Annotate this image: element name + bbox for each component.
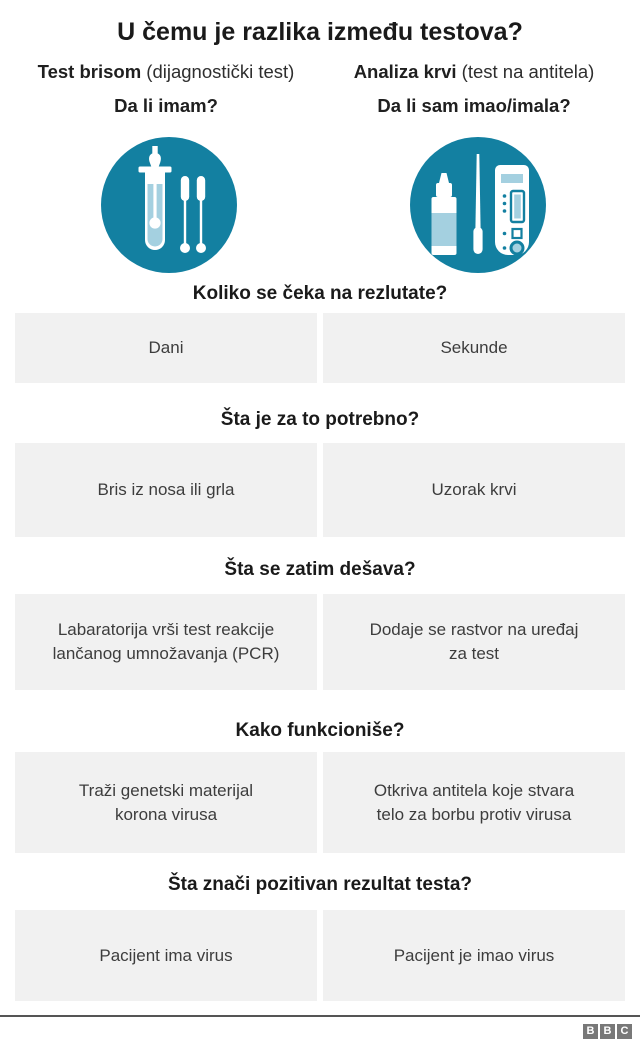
right-column-question: Da li sam imao/imala? xyxy=(377,95,571,116)
footer-divider xyxy=(0,1015,640,1017)
answer-text: Labaratorija vrši test reakcije lančanog umnožavanja (PCR) xyxy=(52,620,280,663)
answer-box-left xyxy=(15,443,317,537)
answer-box-left xyxy=(15,313,317,383)
answer-box-right xyxy=(323,443,625,537)
left-test-name: Test brisom xyxy=(37,61,142,82)
answer-text: Uzorak krvi xyxy=(431,480,517,499)
left-column-label xyxy=(15,61,317,83)
answer-box-left xyxy=(15,594,317,690)
section-row-results-wait xyxy=(0,313,640,383)
answer-box-right xyxy=(323,910,625,1001)
section-row-how-works xyxy=(0,752,640,853)
bbc-logo xyxy=(583,1024,632,1039)
left-test-type: (dijagnostički test) xyxy=(146,61,295,82)
right-test-type: (test na antitela) xyxy=(461,61,595,82)
answer-text: Pacijent je imao virus xyxy=(393,945,555,965)
section-heading-what-needed: Šta je za to potrebno? xyxy=(220,409,420,430)
answer-text: Traži genetski materijal korona virusa xyxy=(78,780,254,824)
left-column-question: Da li imam? xyxy=(114,95,218,116)
answer-text: Otkriva antitela koje stvara telo za borbu protiv virusa xyxy=(373,780,575,824)
test-cassette xyxy=(495,165,529,255)
answer-box-right xyxy=(323,752,625,853)
section-row-what-needed xyxy=(0,443,640,537)
right-test-name: Analiza krvi xyxy=(353,61,457,82)
answer-box-right xyxy=(323,594,625,690)
section-heading-results-wait: Koliko se čeka na rezlutate? xyxy=(192,283,448,304)
answer-box-right xyxy=(323,313,625,383)
bbc-logo-block: C xyxy=(617,1024,632,1039)
antibody-test-illustration xyxy=(410,137,546,273)
swab-test-illustration xyxy=(101,137,237,273)
answer-text: Dodaje se rastvor na uređaj za test xyxy=(369,620,579,663)
answer-box-left xyxy=(15,752,317,853)
section-row-what-happens xyxy=(0,594,640,690)
antibody-test-icon xyxy=(410,137,546,273)
right-column-label xyxy=(323,61,625,83)
section-heading-what-happens: Šta se zatim dešava? xyxy=(224,559,416,580)
section-row-positive-result xyxy=(0,910,640,1001)
section-heading-positive-result: Šta znači pozitivan rezultat testa? xyxy=(167,874,473,895)
page-title: U čemu je razlika između testova? xyxy=(117,18,523,46)
answer-text: Pacijent ima virus xyxy=(99,945,233,965)
answer-text: Dani xyxy=(148,338,184,357)
answer-box-left xyxy=(15,910,317,1001)
bbc-logo-block: B xyxy=(600,1024,615,1039)
answer-text: Bris iz nosa ili grla xyxy=(97,480,235,499)
section-heading-how-works: Kako funkcioniše? xyxy=(235,720,405,741)
bbc-logo-block: B xyxy=(583,1024,598,1039)
answer-text: Sekunde xyxy=(440,338,508,357)
swab-test-icon xyxy=(101,137,237,273)
